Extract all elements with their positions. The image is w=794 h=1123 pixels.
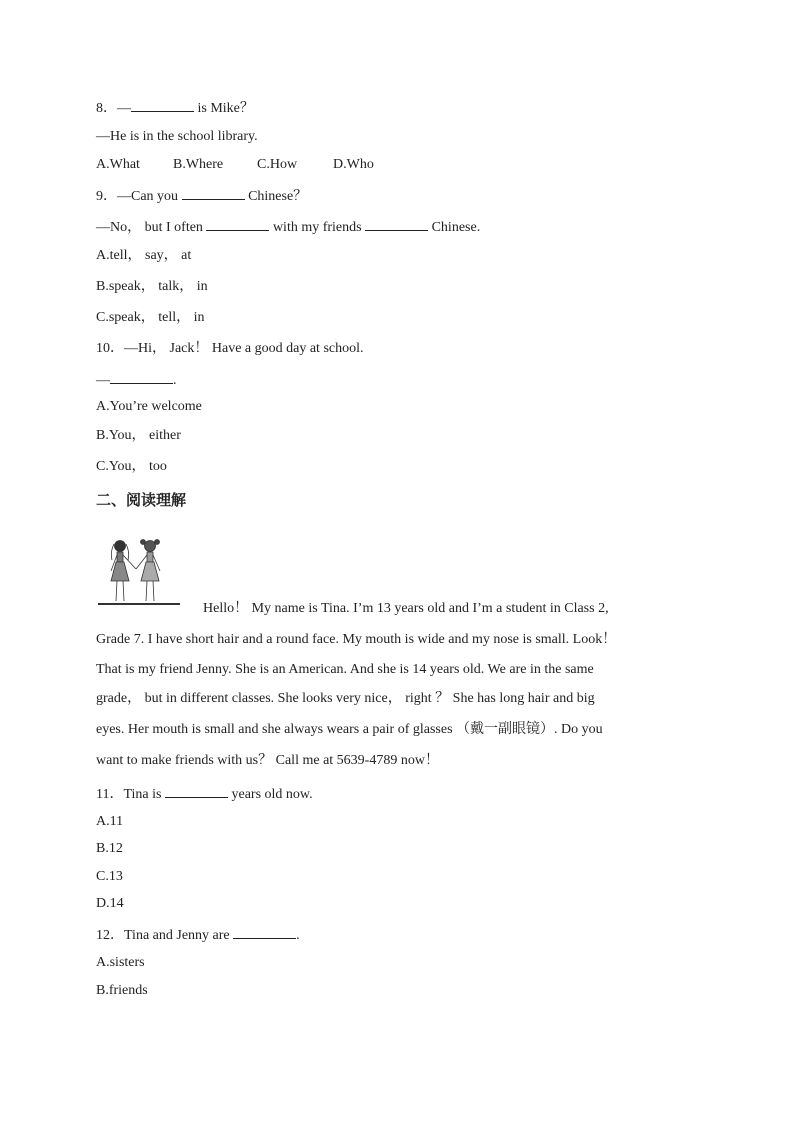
- q12-option-b[interactable]: B.friends: [96, 983, 148, 998]
- q8-options: [96, 156, 374, 174]
- two-girls-illustration: [98, 533, 180, 609]
- answer-blank[interactable]: [182, 185, 245, 200]
- q8-option-b[interactable]: B.Where: [173, 157, 224, 172]
- answer-blank[interactable]: [110, 369, 173, 384]
- q11-option-a[interactable]: A.11: [96, 814, 124, 829]
- q9-option-b[interactable]: B.speak， talk， in: [96, 279, 208, 294]
- passage-line-4: grade， but in different classes. She looks very nice， right ？ She has long hair and big: [96, 691, 595, 706]
- q11-option-c[interactable]: C.13: [96, 869, 123, 884]
- q12-option-a[interactable]: A.sisters: [96, 955, 145, 970]
- q11-option-d[interactable]: D.14: [96, 896, 124, 911]
- q10-option-b[interactable]: B.You， either: [96, 428, 181, 443]
- q8-option-c[interactable]: C.How: [257, 157, 298, 172]
- q12-stem: 12．Tina and Jenny are .: [96, 924, 300, 945]
- q9-stem: 9．—Can you Chinese？: [96, 185, 307, 206]
- q9-reply: —No， but I often with my friends Chinese.: [96, 216, 480, 237]
- q8-reply: —He is in the school library.: [96, 129, 258, 144]
- q10-reply: — .: [96, 369, 177, 390]
- passage-line-5: eyes. Her mouth is small and she always wears a pair of glasses （戴一副眼镜）. Do you: [96, 722, 603, 737]
- q10-option-a[interactable]: A.You’re welcome: [96, 399, 202, 414]
- passage-line-2: Grade 7. I have short hair and a round face. My mouth is wide and my nose is small. Look！: [96, 632, 617, 647]
- q11-stem: 11．Tina is years old now.: [96, 783, 313, 804]
- answer-blank[interactable]: [365, 216, 428, 231]
- q10-option-c[interactable]: C.You， too: [96, 459, 167, 474]
- passage-line-6: want to make friends with us？ Call me at 5639-4789 now！: [96, 753, 439, 768]
- answer-blank[interactable]: [233, 924, 296, 939]
- answer-blank[interactable]: [131, 97, 194, 112]
- answer-blank[interactable]: [165, 783, 228, 798]
- section-title-reading: 二、阅读理解: [96, 491, 187, 509]
- q10-stem: 10．—Hi， Jack！ Have a good day at school.: [96, 341, 364, 356]
- passage-line-1: Hello！ My name is Tina. I’m 13 years old and I’m a student in Class 2,: [203, 601, 609, 616]
- q11-option-b[interactable]: B.12: [96, 841, 123, 856]
- q8-option-d[interactable]: D.Who: [333, 157, 374, 172]
- q8-stem: 8．— is Mike？: [96, 97, 254, 118]
- passage-line-3: That is my friend Jenny. She is an American. And she is 14 years old. We are in the same: [96, 662, 594, 677]
- q9-option-a[interactable]: A.tell， say， at: [96, 248, 192, 263]
- answer-blank[interactable]: [206, 216, 269, 231]
- q9-option-c[interactable]: C.speak， tell， in: [96, 310, 205, 325]
- q8-option-a[interactable]: A.What: [96, 157, 140, 172]
